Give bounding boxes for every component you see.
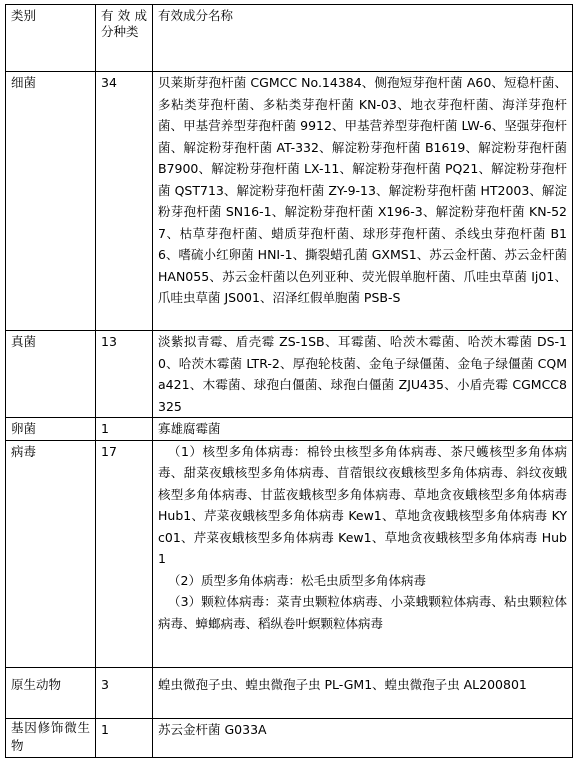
table-row: [6, 440, 573, 667]
header-category: 类别: [6, 5, 96, 72]
row-category: 基因修饰微生物: [6, 718, 96, 757]
row-count: 1: [96, 718, 153, 757]
row-category: 原生动物: [6, 667, 96, 718]
table-row: [6, 72, 573, 331]
row-category: 细菌: [6, 72, 96, 331]
row-count: 34: [96, 72, 153, 331]
row-names: 贝莱斯芽孢杆菌 CGMCC No.14384、侧孢短芽孢杆菌 A60、短稳杆菌、多粘类芽孢杆菌、多粘类芽孢杆菌 KN-03、地衣芽孢杆菌、海洋芽孢杆菌、甲基营养型芽孢杆菌 9912、甲基营养型芽孢杆菌 LW-6、坚强芽孢杆菌、解淀粉芽孢杆菌 AT-332、解淀粉芽孢杆菌 B1619、解淀粉芽孢杆菌 B7900、解淀粉芽孢杆菌 LX-11、解淀粉芽孢杆菌 PQ21、解淀粉芽孢杆菌 QST713、解淀粉芽孢杆菌 ZY-9-13、解淀粉芽孢杆菌 HT2003、解淀粉芽孢杆菌 SN16-1、解淀粉芽孢杆菌 X196-3、解淀粉芽孢杆菌 KN-527、枯草芽孢杆菌、蜡质芽孢杆菌、球形芽孢杆菌、杀线虫芽孢杆菌 B16、嗜硫小红卵菌 HNI-1、撕裂蜡孔菌 GXMS1、苏云金杆菌、苏云金杆菌 HAN055、苏云金杆菌以色列亚种、荧光假单胞杆菌、爪哇虫草菌 Ij01、爪哇虫草菌 JS001、沼泽红假单胞菌 PSB-S: [153, 72, 573, 331]
row-names: 淡紫拟青霉、盾壳霉 ZS-1SB、耳霉菌、哈茨木霉菌、哈茨木霉菌 DS-10、哈茨木霉菌 LTR-2、厚孢轮枝菌、金龟子绿僵菌、金龟子绿僵菌 CQMa421、木霉菌、球孢白僵菌、球孢白僵菌 ZJU435、小盾壳霉 CGMCC8325: [153, 331, 573, 418]
row-count: 17: [96, 440, 153, 667]
row-category: 病毒: [6, 440, 96, 667]
row-category: 卵菌: [6, 418, 96, 441]
table-row: [6, 418, 573, 441]
header-names: 有效成分名称: [153, 5, 573, 72]
active-ingredient-table: [5, 4, 573, 758]
table-row: [6, 667, 573, 718]
virus-group-3: （3）颗粒体病毒：菜青虫颗粒体病毒、小菜蛾颗粒体病毒、粘虫颗粒体病毒、蟑螂病毒、稻纵卷叶螟颗粒体病毒: [158, 594, 567, 631]
row-category: 真菌: [6, 331, 96, 418]
table-row: [6, 718, 573, 757]
row-names: 寡雄腐霉菌: [153, 418, 573, 441]
table-header-row: [6, 5, 573, 72]
row-count: 3: [96, 667, 153, 718]
virus-group-2: （2）质型多角体病毒：松毛虫质型多角体病毒: [168, 572, 426, 588]
row-names: 蝗虫微孢子虫、蝗虫微孢子虫 PL-GM1、蝗虫微孢子虫 AL200801: [153, 667, 573, 718]
row-names: [153, 440, 573, 667]
header-count: 有效成分种类: [96, 5, 153, 72]
table-row: [6, 331, 573, 418]
virus-group-1: （1）核型多角体病毒：棉铃虫核型多角体病毒、茶尺蠖核型多角体病毒、甜菜夜蛾核型多角体病毒、苜蓿银纹夜蛾核型多角体病毒、斜纹夜蛾核型多角体病毒、甘蓝夜蛾核型多角体病毒、草地贪夜蛾核型多角体病毒 Hub1、芹菜夜蛾核型多角体病毒 Kew1、草地贪夜蛾核型多角体病毒 KYc01、芹菜夜蛾核型多角体病毒 Kew1、草地贪夜蛾核型多角体病毒 Hub1: [158, 443, 567, 566]
row-count: 13: [96, 331, 153, 418]
row-names: 苏云金杆菌 G033A: [153, 718, 573, 757]
row-count: 1: [96, 418, 153, 441]
